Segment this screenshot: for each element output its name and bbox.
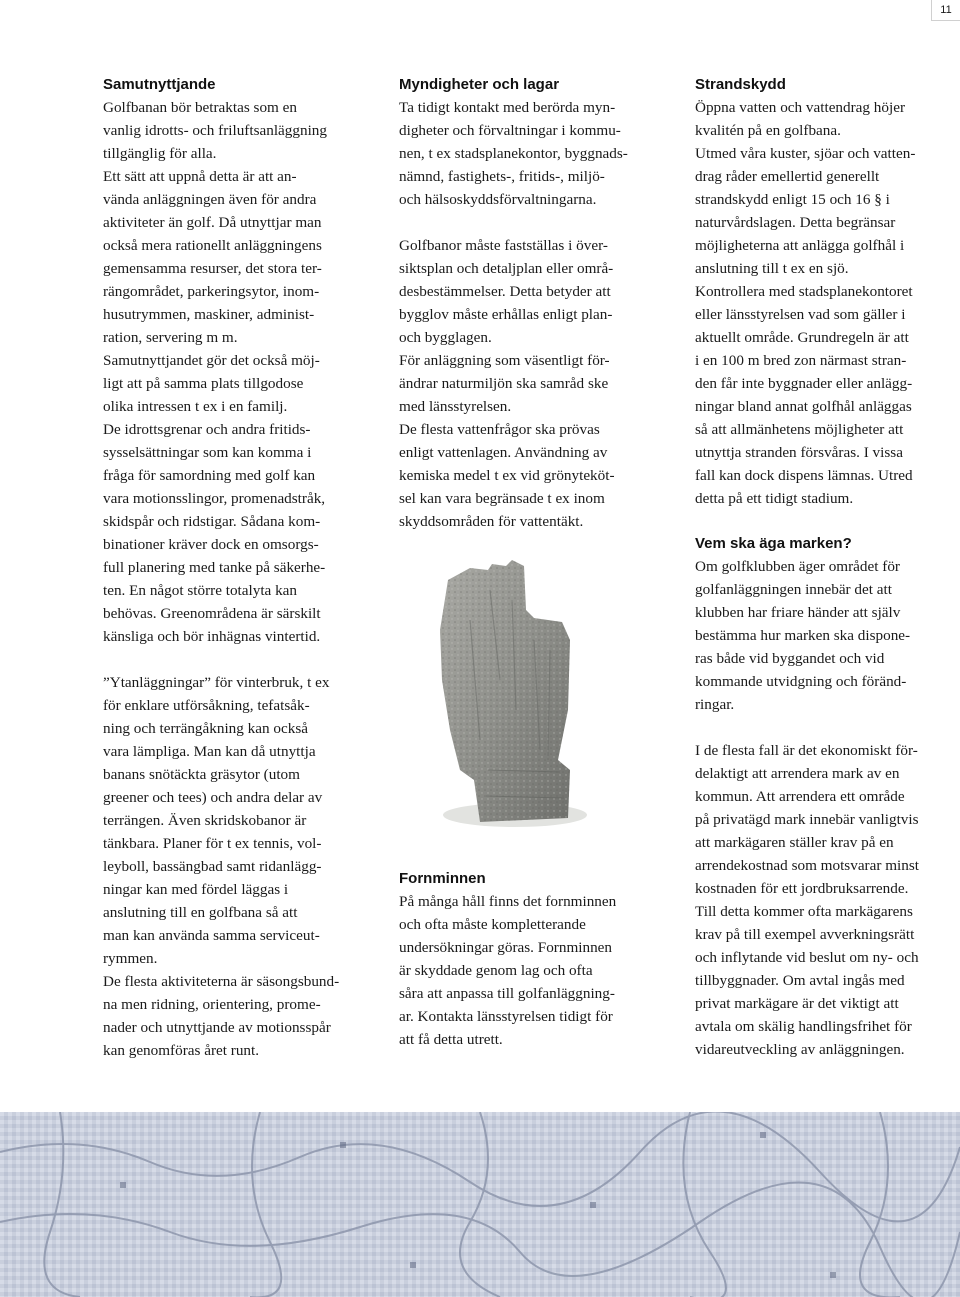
paragraph	[695, 142, 957, 280]
text-line: klubben har friare händer att själv	[695, 604, 901, 621]
paragraph	[103, 970, 371, 1062]
column-samutnyttjande	[103, 74, 371, 1062]
text-line: Kontrollera med stadsplanekontoret	[695, 283, 913, 300]
text-line: arrendekostnad som motsvarar minst	[695, 857, 919, 874]
text-line: enligt vattenlagen. Användning av	[399, 444, 608, 461]
text-line: rängområdet, parkeringsytor, inom-	[103, 283, 320, 300]
text-line: husutrymmen, maskiner, administ-	[103, 306, 315, 323]
text-line: kostnaden för ett jordbruksarrende.	[695, 880, 909, 897]
text-line: detta på ett tidigt stadium.	[695, 490, 854, 507]
text-line: ar. Kontakta länsstyrelsen tidigt för	[399, 1008, 613, 1025]
text-line: känsliga och bör inhägnas vintertid.	[103, 628, 321, 645]
text-line: den får inte byggnader eller anlägg-	[695, 375, 913, 392]
text-line: drag råder emellertid generellt	[695, 168, 880, 185]
text-line: siktsplan och detaljplan eller områ-	[399, 260, 614, 277]
text-line: ningar bland annat golfhål anläggas	[695, 398, 912, 415]
text-line: vara lämpliga. Man kan då utnyttja	[103, 743, 316, 760]
text-line: kommun. Att arrendera ett område	[695, 788, 905, 805]
runestone-image	[430, 560, 600, 830]
text-line: greener och tees) och andra delar av	[103, 789, 323, 806]
text-line: kommande utvidgning och föränd-	[695, 673, 907, 690]
text-line: Ett sätt att uppnå detta är att an-	[103, 168, 297, 185]
paragraph	[103, 165, 371, 349]
text-line: att få detta utrett.	[399, 1031, 503, 1048]
text-line: På många håll finns det fornminnen	[399, 893, 617, 910]
text-line: delaktigt att arrendera mark av en	[695, 765, 900, 782]
text-line: möjligheterna att anlägga golfhål i	[695, 237, 905, 254]
text-line: Till detta kommer ofta markägarens	[695, 903, 913, 920]
paragraph	[399, 418, 667, 533]
text-line: De idrottsgrenar och andra fritids-	[103, 421, 311, 438]
text-line: kemiska medel t ex vid grönyteköt-	[399, 467, 615, 484]
heading-strandskydd: Strandskydd	[695, 76, 786, 93]
text-line: nen, t ex stadsplanekontor, byggnads-	[399, 145, 628, 162]
text-line: avtala om skälig handlingsfrihet för	[695, 1018, 912, 1035]
text-line: vidareutveckling av anläggningen.	[695, 1041, 905, 1058]
paragraph	[399, 234, 667, 349]
text-line: Om golfklubben äger området för	[695, 558, 900, 575]
text-line: kvalitén på en golfbana.	[695, 122, 841, 139]
text-line: också mera rationellt anläggningens	[103, 237, 322, 254]
text-line: na men ridning, orientering, prome-	[103, 996, 321, 1013]
text-line: kan genomföras året runt.	[103, 1042, 260, 1059]
text-line: fall kan dock dispens lämnas. Utred	[695, 467, 913, 484]
text-line: ändrar naturmiljön ska samråd ske	[399, 375, 609, 392]
paragraph	[399, 96, 667, 211]
paragraph	[399, 890, 667, 1051]
heading-fornminnen: Fornminnen	[399, 870, 486, 887]
heading-myndigheter-och-lagar: Myndigheter och lagar	[399, 76, 560, 93]
text-line: för enklare utförsåkning, tefatsåk-	[103, 697, 310, 714]
text-line: sel kan vara begränsade t ex inom	[399, 490, 605, 507]
text-line: skidspår och ridstigar. Sådana kom-	[103, 513, 321, 530]
text-line: vanlig idrotts- och friluftsanläggning	[103, 122, 327, 139]
text-line: tänkbara. Planer för t ex tennis, vol-	[103, 835, 322, 852]
column-fornminnen	[399, 868, 667, 1051]
text-line: tillgänglig för alla.	[103, 145, 217, 162]
text-line: anslutning till en golfbana så att	[103, 904, 298, 921]
paragraph	[695, 555, 957, 716]
text-line: med länsstyrelsen.	[399, 398, 512, 415]
text-line: nader och utnyttjande av motionsspår	[103, 1019, 331, 1036]
text-line: rymmen.	[103, 950, 158, 967]
text-line: såra att anpassa till golfanläggning-	[399, 985, 615, 1002]
text-line: tillbyggnader. Om avtal ingås med	[695, 972, 905, 989]
text-line: De flesta aktiviteterna är säsongsbund-	[103, 973, 340, 990]
page-number: 11	[931, 0, 960, 21]
text-line: vara motionsslingor, promenadstråk,	[103, 490, 326, 507]
text-line: Golfbanan bör betraktas som en	[103, 99, 298, 116]
text-line: fråga för samordning med golf kan	[103, 467, 316, 484]
text-line: och inflytande vid beslut om ny- och	[695, 949, 919, 966]
text-line: I de flesta fall är det ekonomiskt för-	[695, 742, 918, 759]
text-line: anslutning till t ex en sjö.	[695, 260, 849, 277]
text-line: gemensamma resurser, det stora ter-	[103, 260, 322, 277]
paragraph	[695, 739, 957, 900]
text-line: ras både vid byggandet och vid	[695, 650, 885, 667]
text-line: desbestämmelser. Detta betyder att	[399, 283, 611, 300]
text-line: ligt att på samma plats tillgodose	[103, 375, 304, 392]
column-myndigheter	[399, 74, 667, 533]
text-line: och hälsoskyddsförvaltningarna.	[399, 191, 597, 208]
text-line: full planering med tanke på säkerhe-	[103, 559, 326, 576]
text-line: eller länsstyrelsen vad som gäller i	[695, 306, 906, 323]
text-line: aktiviteter än golf. Då utnyttjar man	[103, 214, 322, 231]
text-line: Utmed våra kuster, sjöar och vatten-	[695, 145, 916, 162]
heading-samutnyttjande: Samutnyttjande	[103, 76, 216, 93]
text-line: De flesta vattenfrågor ska prövas	[399, 421, 600, 438]
text-line: binationer kräver dock en omsorgs-	[103, 536, 319, 553]
text-line: och ofta måste kompletterande	[399, 916, 586, 933]
text-line: behövas. Greenområdena är särskilt	[103, 605, 321, 622]
paragraph	[695, 900, 957, 1061]
text-line: i en 100 m bred zon närmast stran-	[695, 352, 907, 369]
text-line: privat markägare är det viktigt att	[695, 995, 899, 1012]
paragraph	[695, 280, 957, 510]
text-line: på privatägd mark innebär vanligtvis	[695, 811, 919, 828]
text-line: banans snötäckta gräsytor (utom	[103, 766, 300, 783]
text-line: Samutnyttjandet gör det också möj-	[103, 352, 320, 369]
text-line: olika intressen t ex i en familj.	[103, 398, 288, 415]
text-line: strandskydd enligt 15 och 16 § i	[695, 191, 890, 208]
paragraph	[103, 418, 371, 648]
text-line: ”Ytanläggningar” för vinterbruk, t ex	[103, 674, 330, 691]
text-line: golfanläggningen innebär det att	[695, 581, 892, 598]
text-line: nämnd, fastighets-, fritids-, miljö-	[399, 168, 605, 185]
text-line: ringar.	[695, 696, 735, 713]
text-line: bestämma hur marken ska dispone-	[695, 627, 911, 644]
paragraph	[103, 349, 371, 418]
text-line: utnyttja stranden försvåras. I vissa	[695, 444, 903, 461]
paragraph	[103, 96, 371, 165]
text-line: terrängen. Även skridskobanor är	[103, 812, 307, 829]
text-line: och bygglagen.	[399, 329, 492, 346]
text-line: att markägaren ställer krav på en	[695, 834, 894, 851]
text-line: skyddsområden för vattentäkt.	[399, 513, 584, 530]
text-line: leyboll, bassängbad samt ridanlägg-	[103, 858, 322, 875]
text-line: undersökningar göras. Fornminnen	[399, 939, 613, 956]
text-line: är skyddade genom lag och ofta	[399, 962, 593, 979]
text-line: aktuellt område. Grundregeln är att	[695, 329, 909, 346]
paragraph	[695, 96, 957, 142]
text-line: ten. En något större totalyta kan	[103, 582, 298, 599]
text-line: man kan använda samma serviceut-	[103, 927, 320, 944]
text-line: Golfbanor måste fastställas i över-	[399, 237, 608, 254]
text-line: ration, servering m m.	[103, 329, 238, 346]
text-line: Ta tidigt kontakt med berörda myn-	[399, 99, 616, 116]
paragraph	[103, 671, 371, 970]
paragraph	[399, 349, 667, 418]
text-line: ningar kan med fördel läggas i	[103, 881, 289, 898]
text-line: Öppna vatten och vattendrag höjer	[695, 99, 906, 116]
text-line: sysselsättningar som kan komma i	[103, 444, 312, 461]
text-line: ning och terrängåkning kan också	[103, 720, 308, 737]
text-line: vända anläggningen även för andra	[103, 191, 317, 208]
heading-vem-ska-aga-marken: Vem ska äga marken?	[695, 535, 852, 552]
text-line: krav på till exempel avverkningsrätt	[695, 926, 915, 943]
text-line: så att allmänhetens möjligheter att	[695, 421, 904, 438]
text-line: naturvårdslagen. Detta begränsar	[695, 214, 896, 231]
text-line: digheter och förvaltningar i kommu-	[399, 122, 621, 139]
text-line: För anläggning som väsentligt för-	[399, 352, 610, 369]
column-strandskydd	[695, 74, 957, 1061]
map-illustration	[0, 1112, 960, 1297]
text-line: bygglov måste erhållas enligt plan-	[399, 306, 613, 323]
